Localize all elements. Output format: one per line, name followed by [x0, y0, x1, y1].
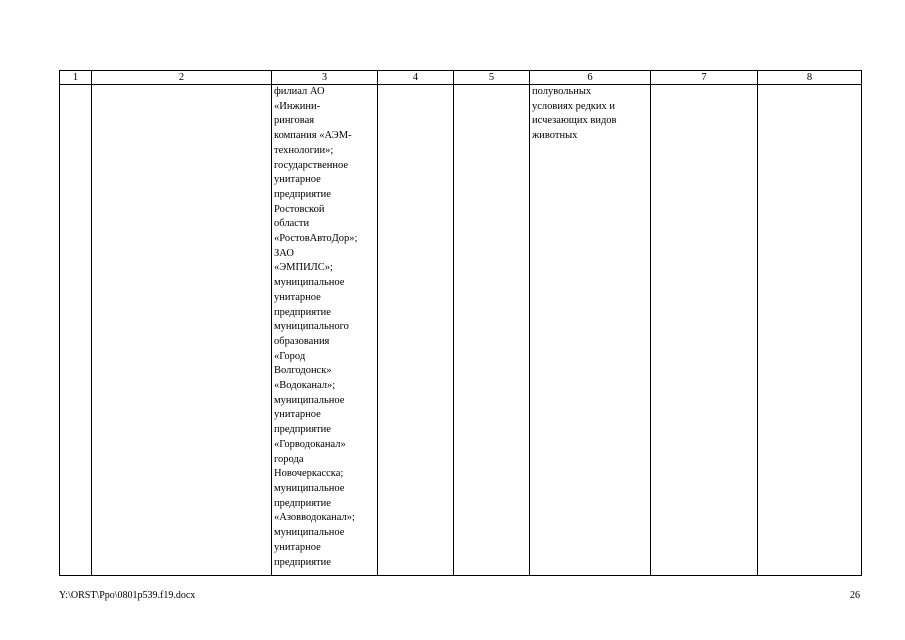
cell-col-5	[454, 85, 530, 576]
cell-col-2	[92, 85, 272, 576]
cell-text-line: предприятие	[274, 306, 331, 318]
cell-text-line: «Город	[274, 350, 306, 362]
cell-text-line: технологии»;	[274, 144, 334, 156]
cell-text-line: области	[274, 218, 310, 230]
cell-text-line: государственное	[274, 159, 349, 171]
cell-text-line: «Азовводоканал»;	[274, 512, 355, 524]
cell-text-line: компания «АЭМ-	[274, 130, 352, 142]
footer-file-path: Y:\ORST\Ppo\0801p539.f19.docx	[59, 590, 196, 601]
cell-text-line: образования	[274, 335, 330, 347]
cell-text-line: предприятие	[274, 497, 331, 509]
cell-text-line: предприятие	[274, 424, 331, 436]
header-col-6: 6	[530, 71, 651, 85]
footer-page-number: 26	[850, 590, 860, 601]
cell-col-3	[272, 85, 378, 576]
header-col-7: 7	[651, 71, 758, 85]
cell-text-line: «Горводоканал»	[274, 438, 346, 450]
cell-text-line: Ростовской	[274, 203, 325, 215]
cell-col-6	[530, 85, 651, 576]
cell-text-line: унитарное	[274, 541, 321, 553]
cell-text-line: города	[274, 453, 304, 465]
cell-text-line: муниципальное	[274, 394, 345, 406]
cell-col-7	[651, 85, 758, 576]
cell-col-8	[758, 85, 862, 576]
cell-text-line: ринговая	[274, 115, 315, 127]
cell-text-line: исчезающих видов	[532, 115, 617, 127]
cell-text-line: муниципальное	[274, 527, 345, 539]
cell-text-line: унитарное	[274, 174, 321, 186]
header-col-5: 5	[454, 71, 530, 85]
cell-text-line: унитарное	[274, 409, 321, 421]
cell-text-line: «Инжини-	[274, 100, 321, 112]
header-col-2: 2	[92, 71, 272, 85]
cell-text-line: муниципального	[274, 321, 349, 333]
cell-text-line: полувольных	[532, 86, 592, 97]
cell-text-line: унитарное	[274, 291, 321, 303]
table-row	[60, 85, 862, 576]
cell-text-line: Волгодонск»	[274, 365, 332, 377]
cell-text-line: филиал АО	[274, 86, 325, 97]
cell-col-1	[60, 85, 92, 576]
cell-text-line: «ЭМПИЛС»;	[274, 262, 333, 274]
cell-text-line: муниципальное	[274, 482, 345, 494]
header-col-8: 8	[758, 71, 862, 85]
cell-col-4	[378, 85, 454, 576]
cell-text-line: условиях редких и	[532, 100, 616, 112]
header-col-1: 1	[60, 71, 92, 85]
document-table	[59, 70, 862, 576]
header-col-4: 4	[378, 71, 454, 85]
cell-text-line: «РостовАвтоДор»;	[274, 233, 358, 245]
header-row	[60, 71, 862, 85]
cell-text-line: ЗАО	[274, 247, 294, 259]
cell-text-line: «Водоканал»;	[274, 380, 336, 392]
header-col-3: 3	[272, 71, 378, 85]
cell-text-line: Новочеркасска;	[274, 468, 344, 480]
cell-text-line: муниципальное	[274, 277, 345, 289]
cell-text-line: животных	[532, 130, 578, 142]
cell-text-line: предприятие	[274, 188, 331, 200]
cell-text-line: предприятие	[274, 556, 331, 568]
